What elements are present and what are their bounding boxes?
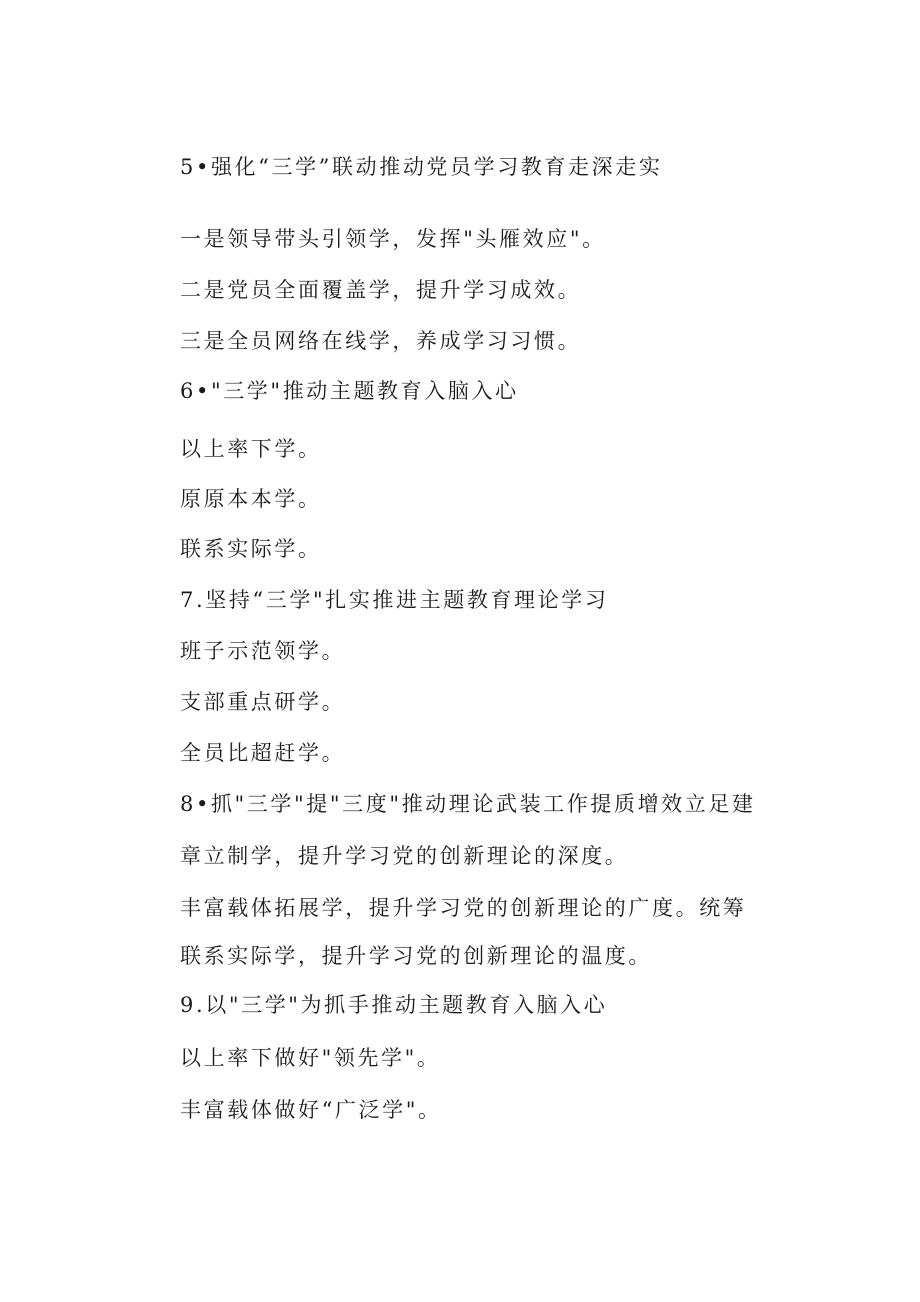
text-line: 章立制学，提升学习党的创新理论的深度。: [180, 844, 629, 868]
heading-9: 9.以"三学"为抓手推动主题教育入脑入心: [180, 993, 608, 1017]
text-line: 支部重点研学。: [180, 690, 346, 714]
heading-6: 6•"三学"推动主题教育入脑入心: [180, 379, 519, 403]
text-line: 丰富载体做好“广泛学"。: [180, 1098, 442, 1122]
heading-7: 7.坚持“三学"扎实推进主题教育理论学习: [180, 588, 609, 612]
text-line: 三是全员网络在线学，养成学习习惯。: [180, 329, 582, 353]
text-line: 二是党员全面覆盖学，提升学习成效。: [180, 278, 582, 302]
text-line: 联系实际学，提升学习党的创新理论的温度。: [180, 944, 652, 968]
text-line: 联系实际学。: [180, 537, 322, 561]
text-line: 以上率下学。: [180, 437, 322, 461]
text-line: 以上率下做好"领先学"。: [180, 1046, 441, 1070]
text-line: 丰富载体拓展学，提升学习党的创新理论的广度。统筹: [180, 896, 747, 920]
heading-8: 8•抓"三学"提"三度"推动理论武装工作提质增效立足建: [180, 792, 756, 816]
text-line: 全员比超赶学。: [180, 741, 346, 765]
text-line: 原原本本学。: [180, 487, 322, 511]
text-line: 一是领导带头引领学，发挥"头雁效应"。: [180, 227, 606, 251]
heading-5: 5•强化“三学”联动推动党员学习教育走深走实: [180, 155, 663, 179]
text-line: 班子示范领学。: [180, 639, 346, 663]
